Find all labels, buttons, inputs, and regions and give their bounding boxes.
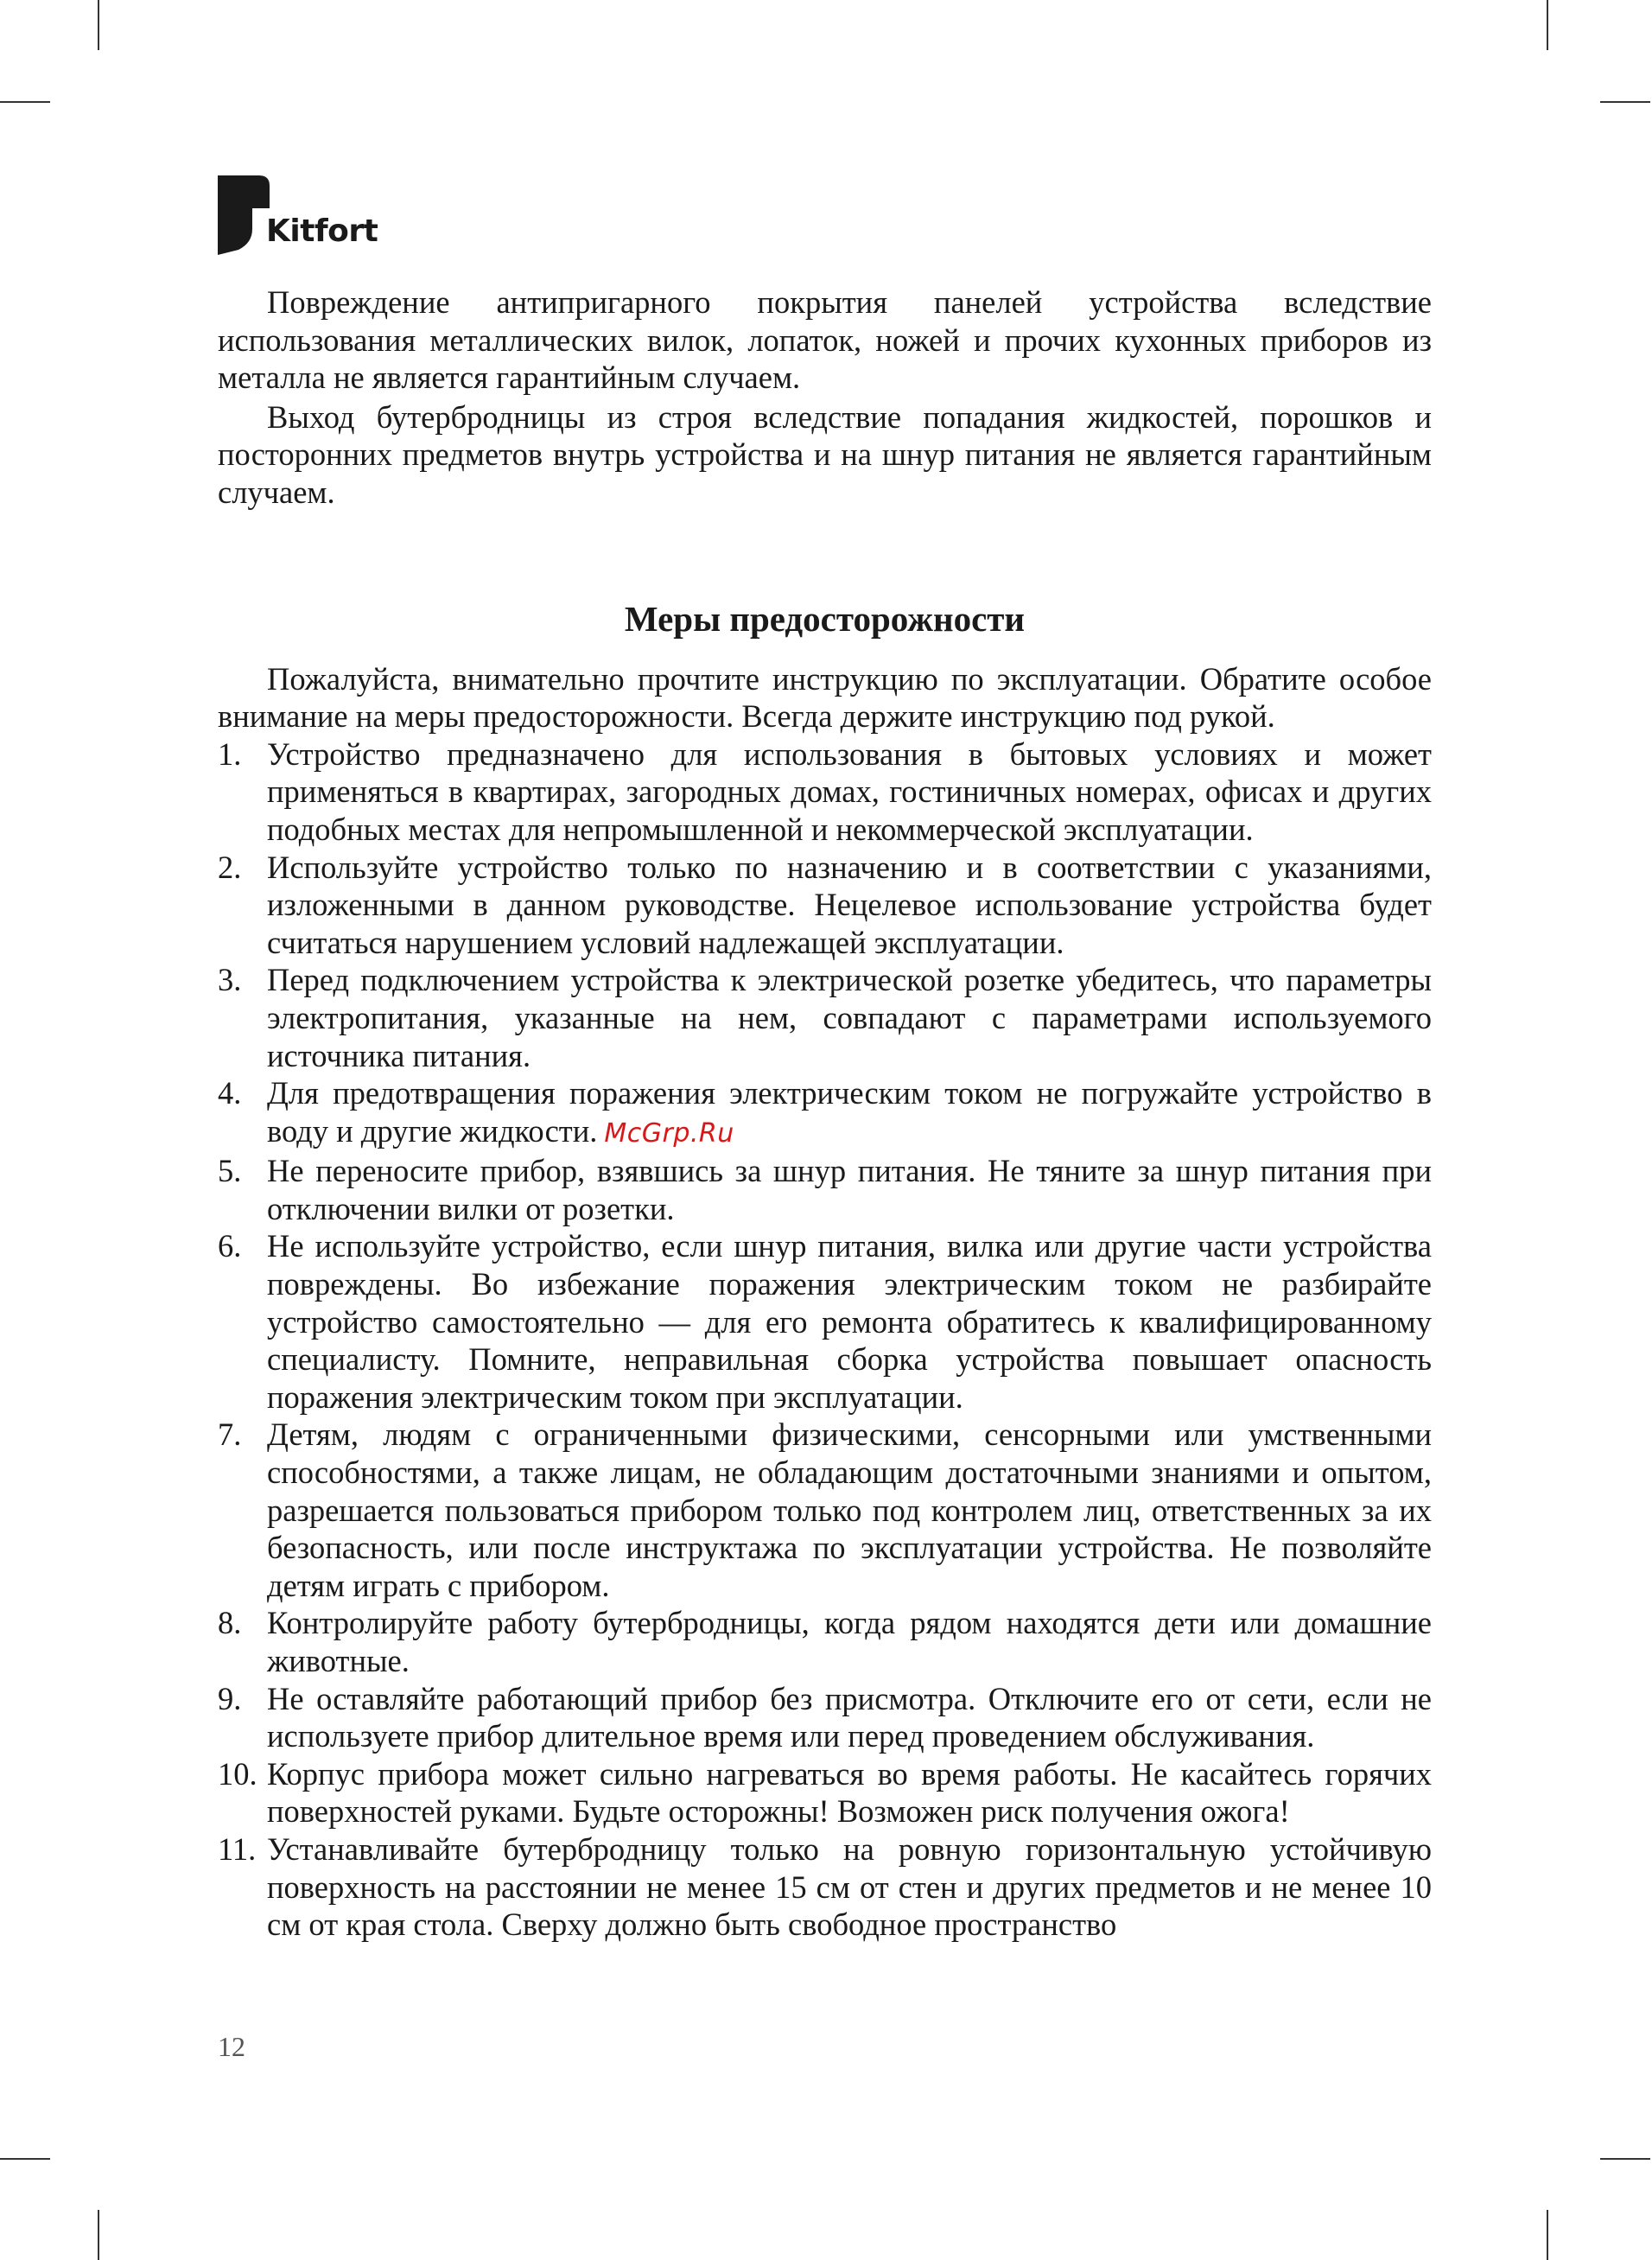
list-item <box>218 1416 1432 1604</box>
item-number: 10. <box>218 1755 257 1792</box>
list-item <box>218 1830 1432 1944</box>
watermark-link[interactable]: McGrp.Ru <box>604 1117 734 1149</box>
brand-name: Kitfort <box>266 213 378 249</box>
precautions-list <box>218 735 1432 1944</box>
list-item <box>218 735 1432 849</box>
item-text: Корпус прибора может сильно нагреваться во время работы. Не касайтесь горячих поверхностей руками. Будьте осторожны! Возможен риск получения ожога! <box>267 1755 1432 1830</box>
list-item <box>218 1227 1432 1416</box>
item-number: 11. <box>218 1830 257 1867</box>
list-item <box>218 961 1432 1074</box>
warranty-paragraph: Выход бутербродницы из строя вследствие попадания жидкостей, порошков и посторонних предметов внутрь устройства и на шнур питания не является гарантийным случаем. <box>218 398 1432 510</box>
logo-mark-icon <box>218 175 270 255</box>
item-number: 3. <box>218 962 242 998</box>
crop-mark <box>1600 2158 1650 2160</box>
page-content <box>218 283 1432 1944</box>
list-item <box>218 1755 1432 1830</box>
item-number: 5. <box>218 1153 242 1189</box>
item-text: Не используйте устройство, если шнур питания, вилка или другие части устройства повреждены. Во избежание поражения электрическим током не разбирайте устройство самостоятельно — для его ремонта обратитесь к квалифицированному специалисту. Помните, неправильная сборка устройства повышает опасность поражения электрическим током при эксплуатации. <box>267 1228 1432 1415</box>
list-item <box>218 1074 1432 1152</box>
item-text: Устройство предназначено для использования в бытовых условиях и может применяться в квартирах, загородных домах, гостиничных номерах, офисах и других подобных местах для непромышленной и некоммерческой эксплуатации. <box>267 735 1432 847</box>
crop-mark <box>1547 2210 1548 2260</box>
list-item <box>218 1152 1432 1227</box>
list-item <box>218 1604 1432 1679</box>
warranty-paragraph: Повреждение антипригарного покрытия панелей устройства вследствие использования металлических вилок, лопаток, ножей и прочих кухонных приборов из металла не является гарантийным случаем. <box>218 284 1432 396</box>
item-text: Не оставляйте работающий прибор без присмотра. Отключите его от сети, если не используете прибор длительное время или перед проведением обслуживания. <box>267 1680 1432 1754</box>
item-number: 6. <box>218 1228 242 1264</box>
crop-mark <box>0 101 50 103</box>
section-title: Меры предосторожности <box>624 598 1026 639</box>
crop-mark <box>1547 0 1548 50</box>
item-text: Устанавливайте бутербродницу только на ровную горизонтальную устойчивую поверхность на расстоянии не менее 15 см от стен и других предметов и не менее 10 см от края стола. Сверху должно быть свободное пространство <box>267 1830 1432 1943</box>
item-number: 8. <box>218 1605 242 1641</box>
item-text: Контролируйте работу бутербродницы, когда рядом находятся дети или домашние животные. <box>267 1605 1432 1678</box>
item-number: 2. <box>218 849 242 885</box>
item-text: Для предотвращения поражения электрическим током не погружайте устройство в воду и другие жидкости. <box>267 1075 1432 1149</box>
item-text: Детям, людям с ограниченными физическими, сенсорными или умственными способностями, а также лицам, не обладающим достаточными знаниями и опытом, разрешается пользоваться прибором только под контролем лиц, ответственных за их безопасность, или после инструктажа по эксплуатации устройства. Не позволяйте детям играть с прибором. <box>267 1416 1432 1603</box>
crop-mark <box>98 2210 99 2260</box>
crop-mark <box>0 2158 50 2160</box>
section-intro: Пожалуйста, внимательно прочтите инструкцию по эксплуатации. Обратите особое внимание на меры предосторожности. Всегда держите инструкцию под рукой. <box>218 660 1432 735</box>
item-number: 4. <box>218 1075 242 1111</box>
crop-mark <box>1600 101 1650 103</box>
item-number: 1. <box>218 735 242 772</box>
item-text: Не переносите прибор, взявшись за шнур питания. Не тяните за шнур питания при отключении вилки от розетки. <box>267 1153 1432 1226</box>
brand-logo <box>218 175 416 255</box>
list-item <box>218 1680 1432 1755</box>
list-item <box>218 849 1432 962</box>
item-number: 9. <box>218 1680 242 1716</box>
item-number: 7. <box>218 1416 242 1453</box>
item-text: Перед подключением устройства к электрической розетке убедитесь, что параметры электропитания, указанные на нем, совпадают с параметрами используемого источника питания. <box>267 962 1432 1073</box>
item-text: Используйте устройство только по назначению и в соответствии с указаниями, изложенными в данном руководстве. Нецелевое использование устройства будет считаться нарушением условий надлежащей эксплуатации. <box>267 849 1432 960</box>
page-number: 12 <box>218 2031 245 2062</box>
crop-mark <box>98 0 99 50</box>
